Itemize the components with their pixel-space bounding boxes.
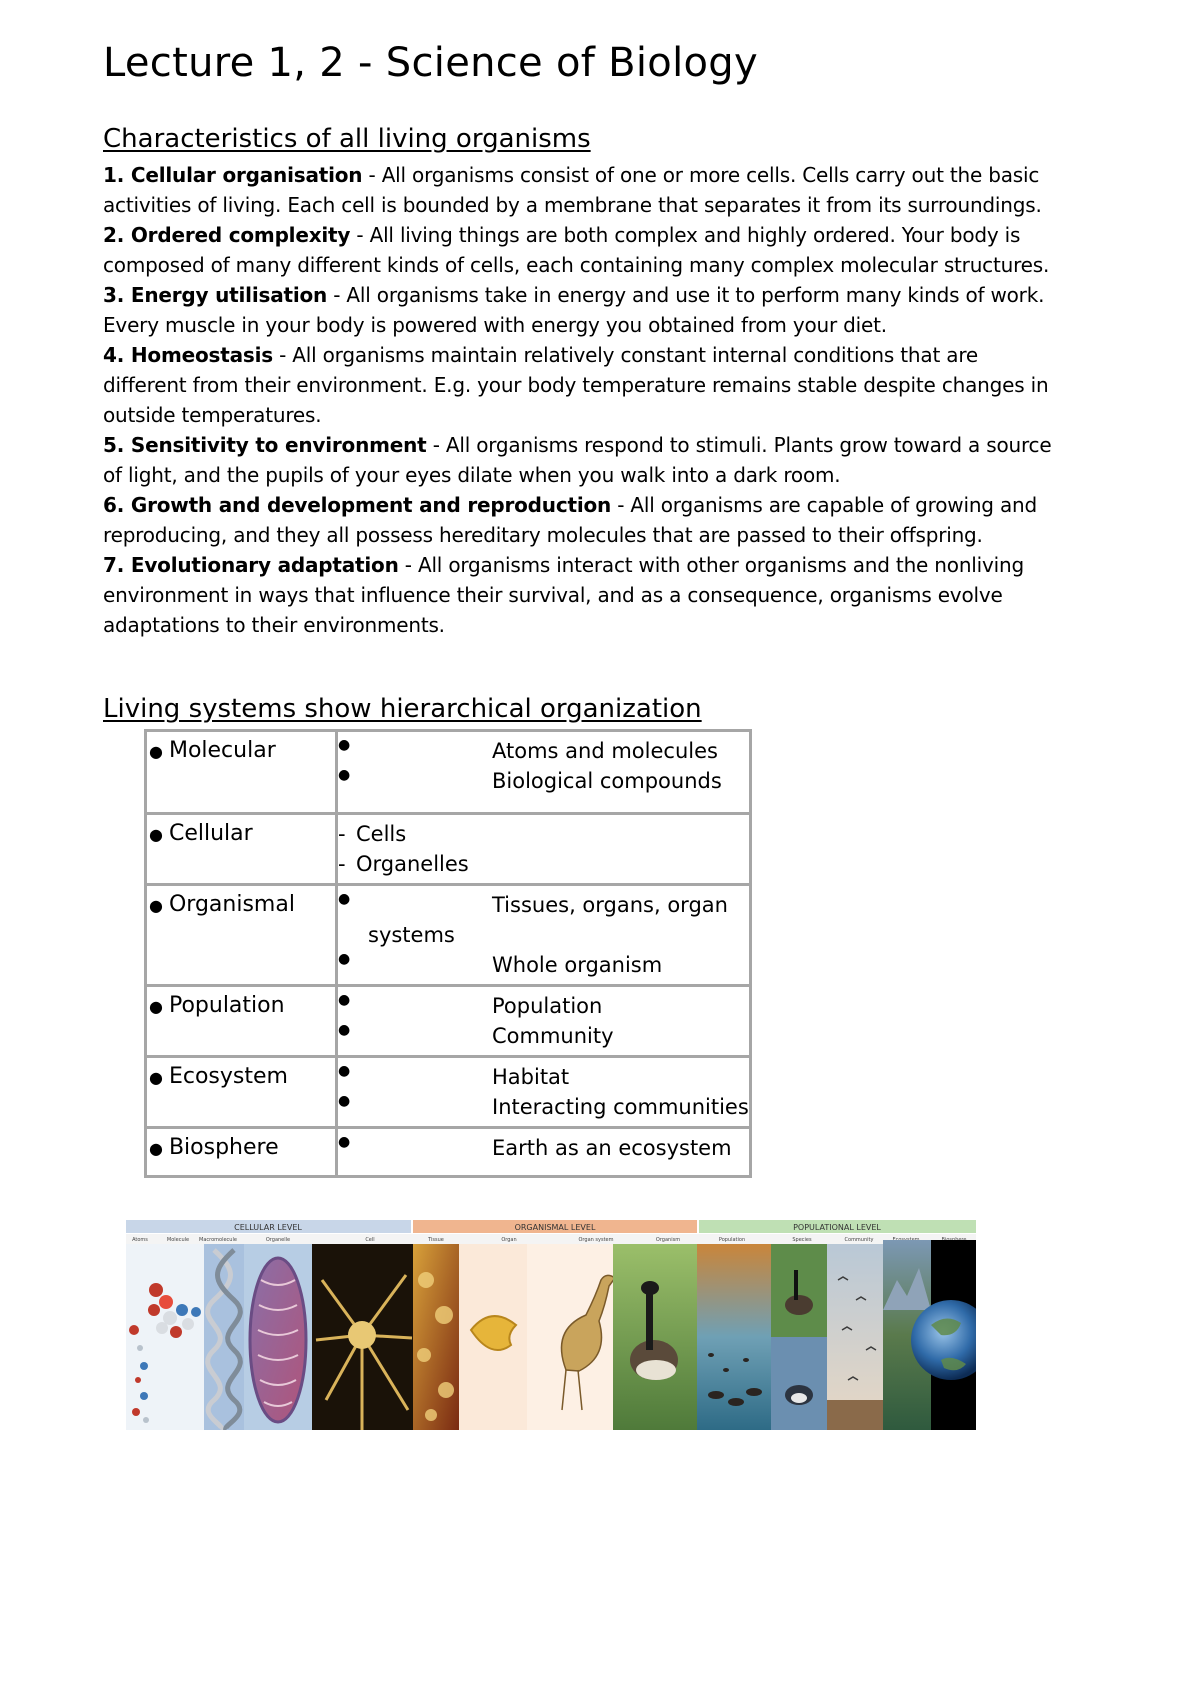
panel-label: Organism	[655, 1237, 681, 1243]
table-row	[146, 885, 751, 986]
table-row	[146, 814, 751, 885]
item-text: - All organisms respond to stimuli. Plants grow toward a source of light, and the pupils of your eyes dilate when you walk into a dark room.	[103, 433, 1052, 487]
detail-text: Tissues, organs, organ	[492, 893, 728, 917]
level-label: Ecosystem	[168, 1064, 288, 1089]
detail-text: systems	[368, 923, 455, 947]
detail-text: Earth as an ecosystem	[492, 1136, 732, 1160]
bullet-icon: ●	[149, 997, 163, 1016]
dash-bullet: -	[338, 852, 346, 876]
level-label: Population	[168, 993, 285, 1018]
item-text: - All organisms consist of one or more cells. Cells carry out the basic activities of living. Each cell is bounded by a membrane that separates it from its surroundings.	[103, 163, 1042, 217]
hierarchy-illustration	[126, 1220, 976, 1430]
detail-text: Population	[492, 994, 603, 1018]
table-row	[146, 1128, 751, 1177]
bullet-icon: ●	[149, 825, 163, 844]
bullet-icon: ●	[338, 737, 351, 753]
panel-label: Atoms	[132, 1237, 148, 1243]
level-cell	[146, 885, 337, 986]
list-item	[103, 490, 1063, 550]
bullet-icon: ●	[338, 1093, 351, 1109]
list-item	[103, 340, 1063, 430]
page-title: Lecture 1, 2 - Science of Biology	[103, 40, 758, 86]
bullet-icon: ●	[338, 1022, 351, 1038]
panel-label: Macromolecule	[199, 1237, 237, 1243]
item-text: - All organisms are capable of growing and reproducing, and they all possess hereditary molecules that are passed to their offspring.	[103, 493, 1037, 547]
item-label: 2. Ordered complexity	[103, 223, 351, 247]
item-text: - All organisms take in energy and use it to perform many kinds of work. Every muscle in your body is powered with energy you obtained from your diet.	[103, 283, 1045, 337]
bullet-icon: ●	[338, 951, 351, 967]
level-cell	[146, 1057, 337, 1128]
detail-text: Community	[492, 1024, 614, 1048]
list-item	[103, 220, 1063, 280]
detail-cell	[337, 986, 751, 1057]
section-heading-characteristics: Characteristics of all living organisms	[103, 124, 591, 154]
panel-label: Population	[718, 1237, 746, 1243]
bullet-icon: ●	[338, 891, 351, 907]
tissue-panel	[413, 1244, 459, 1430]
level-cell	[146, 1128, 337, 1177]
detail-text: Interacting communities	[492, 1095, 749, 1119]
detail-cell	[337, 885, 751, 986]
detail-cell	[337, 1057, 751, 1128]
detail-text: Atoms and molecules	[492, 739, 718, 763]
section-heading-hierarchy: Living systems show hierarchical organization	[103, 694, 702, 724]
list-item	[103, 550, 1063, 640]
panel-label: Cell	[365, 1237, 375, 1243]
level-label: Organismal	[168, 892, 295, 917]
table-row	[146, 731, 751, 814]
item-label: 4. Homeostasis	[103, 343, 273, 367]
bullet-icon: ●	[149, 896, 163, 915]
list-item	[103, 280, 1063, 340]
bullet-icon: ●	[149, 1139, 163, 1158]
detail-text: Organelles	[356, 852, 469, 876]
level-cell	[146, 731, 337, 814]
detail-text: Habitat	[492, 1065, 570, 1089]
panel-label: Organelle	[265, 1237, 291, 1243]
panel-label: Organ system	[578, 1237, 614, 1243]
panel-label: Species	[792, 1237, 812, 1243]
panel-label: Molecule	[166, 1237, 190, 1243]
level-cell	[146, 986, 337, 1057]
detail-text: Whole organism	[492, 953, 663, 977]
item-text: - All organisms maintain relatively constant internal conditions that are different from their environment. E.g. your body temperature remains stable despite changes in outside temperatures.	[103, 343, 1049, 427]
characteristics-list	[103, 160, 1063, 640]
bullet-icon: ●	[338, 767, 351, 783]
level-cell	[146, 814, 337, 885]
table-row	[146, 1057, 751, 1128]
detail-cell	[337, 1128, 751, 1177]
item-label: 3. Energy utilisation	[103, 283, 328, 307]
level-label: Molecular	[168, 738, 276, 763]
level-label: Cellular	[168, 821, 253, 846]
item-label: 5. Sensitivity to environment	[103, 433, 427, 457]
organism-panel	[613, 1244, 697, 1430]
level-label: Biosphere	[168, 1135, 279, 1160]
item-label: 7. Evolutionary adaptation	[103, 553, 399, 577]
item-text: - All living things are both complex and highly ordered. Your body is composed of many different kinds of cells, each containing many complex molecular structures.	[103, 223, 1050, 277]
group-label: POPULATIONAL LEVEL	[793, 1223, 881, 1232]
panel-label: Tissue	[428, 1237, 444, 1243]
group-label: CELLULAR LEVEL	[234, 1223, 302, 1232]
bullet-icon: ●	[149, 1068, 163, 1087]
item-text: - All organisms interact with other organisms and the nonliving environment in ways that influence their survival, and as a consequence, organisms evolve adaptations to their environments.	[103, 553, 1024, 637]
bullet-icon: ●	[338, 992, 351, 1008]
dash-bullet: -	[338, 822, 346, 846]
bullet-icon: ●	[149, 742, 163, 761]
item-label: 1. Cellular organisation	[103, 163, 363, 187]
detail-text: Biological compounds	[492, 769, 722, 793]
atoms-panel	[126, 1244, 204, 1430]
species-panel	[771, 1244, 827, 1337]
item-label: 6. Growth and development and reproduction	[103, 493, 612, 517]
bullet-icon: ●	[338, 1134, 351, 1150]
list-item	[103, 430, 1063, 490]
list-item	[103, 160, 1063, 220]
bullet-icon: ●	[338, 1063, 351, 1079]
detail-text: Cells	[356, 822, 407, 846]
detail-cell	[337, 814, 751, 885]
panel-label: Organ	[501, 1237, 517, 1243]
panel-label: Community	[844, 1237, 874, 1243]
mitochondrion-icon	[250, 1258, 306, 1422]
hierarchy-table	[144, 729, 752, 1178]
table-row	[146, 986, 751, 1057]
detail-cell	[337, 731, 751, 814]
group-label: ORGANISMAL LEVEL	[514, 1223, 596, 1232]
